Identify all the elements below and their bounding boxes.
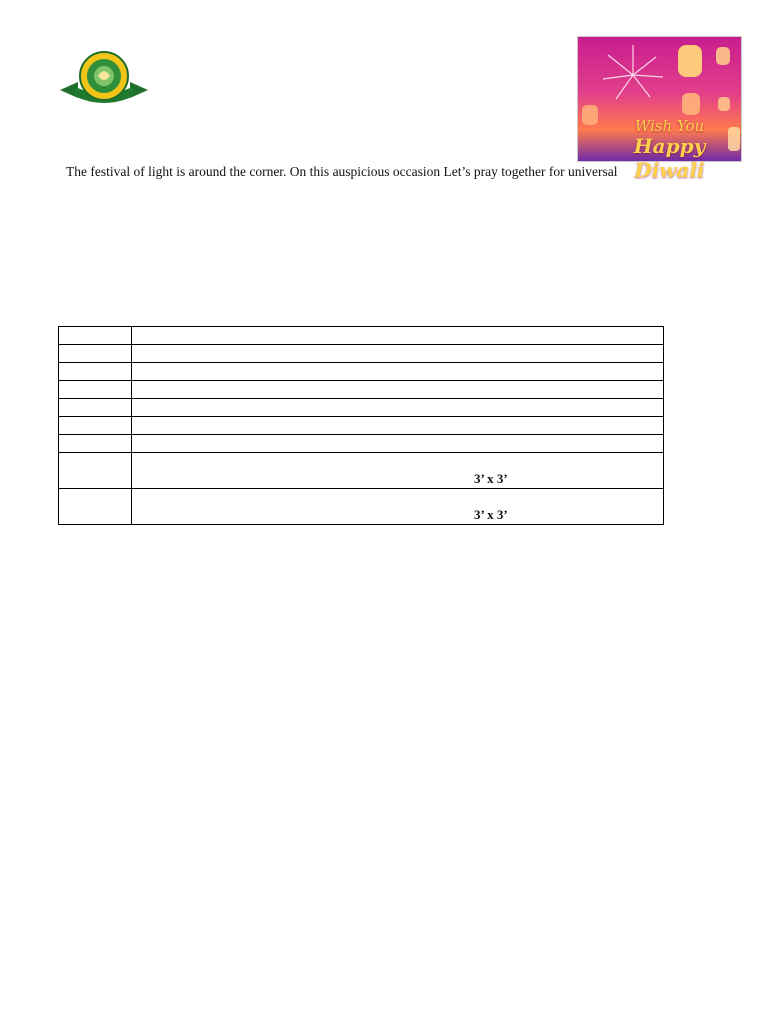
dimension-label: 3’ x 3’: [474, 471, 508, 486]
table-cell: [132, 327, 664, 345]
details-table: [58, 326, 664, 525]
school-logo: [58, 50, 150, 106]
dimension-label: 3’ x 3’: [474, 507, 508, 522]
table-row: [59, 489, 664, 525]
table-row: [59, 417, 664, 435]
table-row: [59, 345, 664, 363]
table-cell: [59, 399, 132, 417]
table-row: [59, 453, 664, 489]
table-cell: [132, 417, 664, 435]
table-row: [59, 363, 664, 381]
table-cell: [132, 435, 664, 453]
table-row: [59, 381, 664, 399]
table-cell: [59, 489, 132, 525]
banner-line-1: Wish You: [634, 117, 705, 135]
table-row: [59, 327, 664, 345]
intro-paragraph: The festival of light is around the corner. On this auspicious occasion Let’s pray together for universal: [66, 164, 618, 179]
table-cell: [59, 363, 132, 381]
school-crest-logo-icon: [58, 50, 150, 106]
table-cell: [132, 345, 664, 363]
table-cell: [132, 453, 664, 489]
table-cell: [59, 417, 132, 435]
table-cell: [59, 453, 132, 489]
table-cell: [59, 381, 132, 399]
table-cell: [132, 399, 664, 417]
table-cell: [132, 363, 664, 381]
table-row: [59, 399, 664, 417]
table-cell: [59, 435, 132, 453]
diwali-greeting-image: [577, 36, 742, 182]
banner-line-2: Happy Diwali: [633, 134, 706, 182]
table-cell: [59, 327, 132, 345]
table-cell: [59, 345, 132, 363]
table-row: [59, 435, 664, 453]
table-cell: [132, 381, 664, 399]
table-cell: [132, 489, 664, 525]
